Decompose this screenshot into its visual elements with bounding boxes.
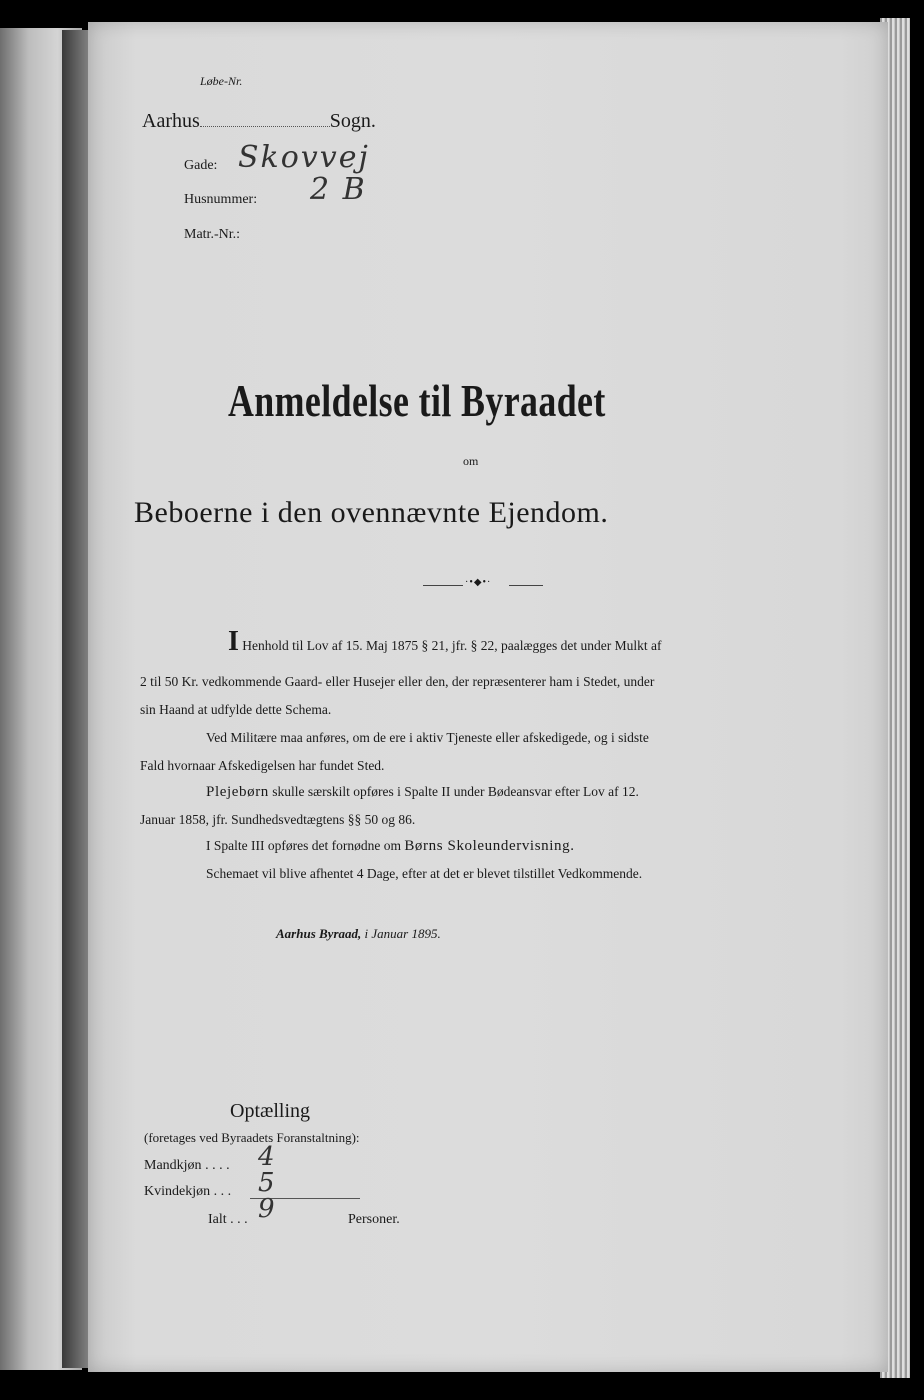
total-label: Ialt <box>208 1212 227 1227</box>
female-dots: . . . <box>210 1184 232 1199</box>
form-page <box>88 22 888 1372</box>
male-label: Mandkjøn <box>144 1158 202 1173</box>
city-label <box>142 110 376 133</box>
parish-blank <box>200 126 330 127</box>
om-text: om <box>463 454 479 468</box>
paragraph-2-line-1: Ved Militære maa anføres, om de ere i aktiv Tjeneste eller afskedigede, og i sidste <box>206 730 649 745</box>
count-heading: Optælling <box>230 1100 311 1122</box>
plejeborn-lead: Plejebørn <box>206 784 269 800</box>
husnummer-label: Husnummer: <box>184 192 258 207</box>
authority-name: Aarhus Byraad, <box>276 926 362 941</box>
paragraph-5: Schemaet vil blive afhentet 4 Dage, efter at det er blevet tilstillet Vedkommende. <box>206 866 643 881</box>
signature-date: i Januar 1895. <box>364 926 441 941</box>
female-label: Kvindekjøn <box>144 1184 211 1199</box>
p1-line-1-text: Henhold til Lov af 15. Maj 1875 § 21, jfr. § 22, paalægges det under Mulkt af <box>242 638 662 653</box>
personer-label: Personer. <box>348 1212 400 1227</box>
lobe-nr-label: Løbe-Nr. <box>200 74 243 88</box>
total-dots: . . . <box>226 1212 248 1227</box>
paragraph-2-line-2: Fald hvornaar Afskedigelsen har fundet Sted. <box>140 758 385 773</box>
female-row <box>144 1184 231 1200</box>
count-note: (foretages ved Byraadets Foranstaltning): <box>144 1130 360 1145</box>
paragraph-3-line-1 <box>206 778 639 806</box>
signature-line <box>276 926 441 942</box>
gade-label: Gade: <box>184 158 218 173</box>
page-subtitle: Beboerne i den ovennævnte Ejendom. <box>134 496 609 529</box>
male-dots: . . . . <box>201 1158 230 1173</box>
page-title: Anmeldelse til Byraadet <box>228 375 606 426</box>
total-handwritten: 9 <box>258 1194 277 1224</box>
gade-handwritten: Skovvej <box>238 140 370 175</box>
ornament-glyph: ·•◆•· <box>465 577 492 588</box>
city-name: Aarhus <box>142 110 200 132</box>
paragraph-1-line-3: sin Haand at udfylde dette Schema. <box>140 702 332 717</box>
skoleundervisning-lead: Børns Skoleundervisning. <box>404 838 575 854</box>
p3-line-1-text: skulle særskilt opføres i Spalte II under Bødeansvar efter Lov af 12. <box>272 784 639 799</box>
ornament-line-right <box>509 585 543 586</box>
paragraph-3-line-2: Januar 1858, jfr. Sundhedsvedtægtens §§ 50 og 86. <box>140 812 416 827</box>
paragraph-1-line-2: 2 til 50 Kr. vedkommende Gaard- eller Husejer eller den, der repræsenterer ham i Stedet, under <box>140 674 655 689</box>
ornament-line-left <box>423 585 463 586</box>
sogn-label: Sogn. <box>329 110 376 132</box>
paragraph-1-line-1 <box>228 628 661 660</box>
male-handwritten: 4 <box>258 1142 277 1172</box>
matr-label: Matr.-Nr.: <box>184 227 240 242</box>
female-handwritten: 5 <box>258 1168 277 1198</box>
husnummer-handwritten: 2 B <box>310 172 367 207</box>
male-row <box>144 1158 230 1174</box>
p4-text: I Spalte III opføres det fornødne om <box>206 838 401 853</box>
dropcap: I <box>228 626 239 657</box>
total-row <box>208 1212 248 1228</box>
paragraph-4 <box>206 832 575 860</box>
